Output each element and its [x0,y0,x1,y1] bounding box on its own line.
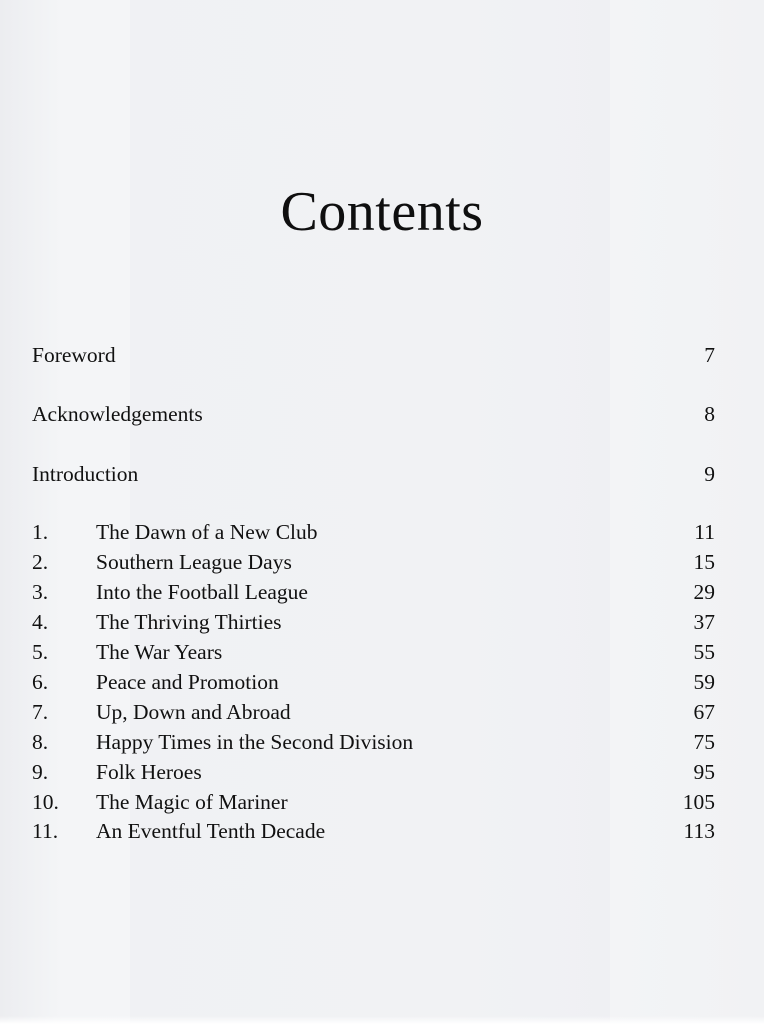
chapter-page: 55 [693,640,715,664]
chapter-page: 67 [693,700,715,724]
chapter-title: Folk Heroes [96,760,202,784]
chapter-entry [32,637,715,667]
chapter-number: 7. [32,700,49,724]
chapter-page: 59 [693,670,715,694]
toc-entry-page: 8 [704,402,715,426]
chapter-number: 5. [32,640,49,664]
chapter-number: 2. [32,550,49,574]
chapter-title: The War Years [96,640,223,664]
toc-entry-label: Foreword [32,343,116,367]
chapter-number: 3. [32,580,49,604]
chapter-number: 8. [32,730,49,754]
toc-entry-label: Acknowledgements [32,402,203,426]
toc-entry-acknowledgements [32,399,715,429]
chapter-number: 6. [32,670,49,694]
chapter-entry [32,667,715,697]
show-through-shading [130,0,610,1024]
chapter-page: 29 [693,580,715,604]
chapter-title: Up, Down and Abroad [96,700,291,724]
chapter-entry [32,607,715,637]
chapter-page: 95 [693,760,715,784]
chapter-page: 15 [693,550,715,574]
chapter-entry [32,816,715,846]
chapter-entry [32,517,715,547]
chapter-number: 4. [32,610,49,634]
chapter-title: The Magic of Mariner [96,790,288,814]
page-title: Contents [280,181,484,243]
chapter-entry [32,787,715,817]
chapter-number: 1. [32,520,49,544]
chapter-title: The Thriving Thirties [96,610,282,634]
chapter-page: 11 [694,520,715,544]
toc-entry-label: Introduction [32,462,139,486]
chapter-number: 9. [32,760,49,784]
chapter-page: 113 [683,819,715,843]
chapter-page: 75 [693,730,715,754]
chapter-entry [32,727,715,757]
toc-entry-introduction [32,459,715,489]
page-edge [0,1016,764,1024]
chapter-title: Into the Football League [96,580,308,604]
chapter-title: Southern League Days [96,550,292,574]
toc-entry-page: 9 [704,462,715,486]
chapter-page: 105 [682,790,715,814]
chapter-entry [32,547,715,577]
chapter-title: The Dawn of a New Club [96,520,318,544]
chapter-entry [32,577,715,607]
chapter-number: 10. [32,790,59,814]
chapter-entry [32,697,715,727]
chapter-title: Peace and Promotion [96,670,279,694]
chapter-entry [32,757,715,787]
toc-entry-page: 7 [704,343,715,367]
toc-entry-foreword [32,340,715,370]
chapter-title: Happy Times in the Second Division [96,730,414,754]
chapter-title: An Eventful Tenth Decade [96,819,326,843]
chapter-number: 11. [32,819,59,843]
chapter-page: 37 [693,610,715,634]
